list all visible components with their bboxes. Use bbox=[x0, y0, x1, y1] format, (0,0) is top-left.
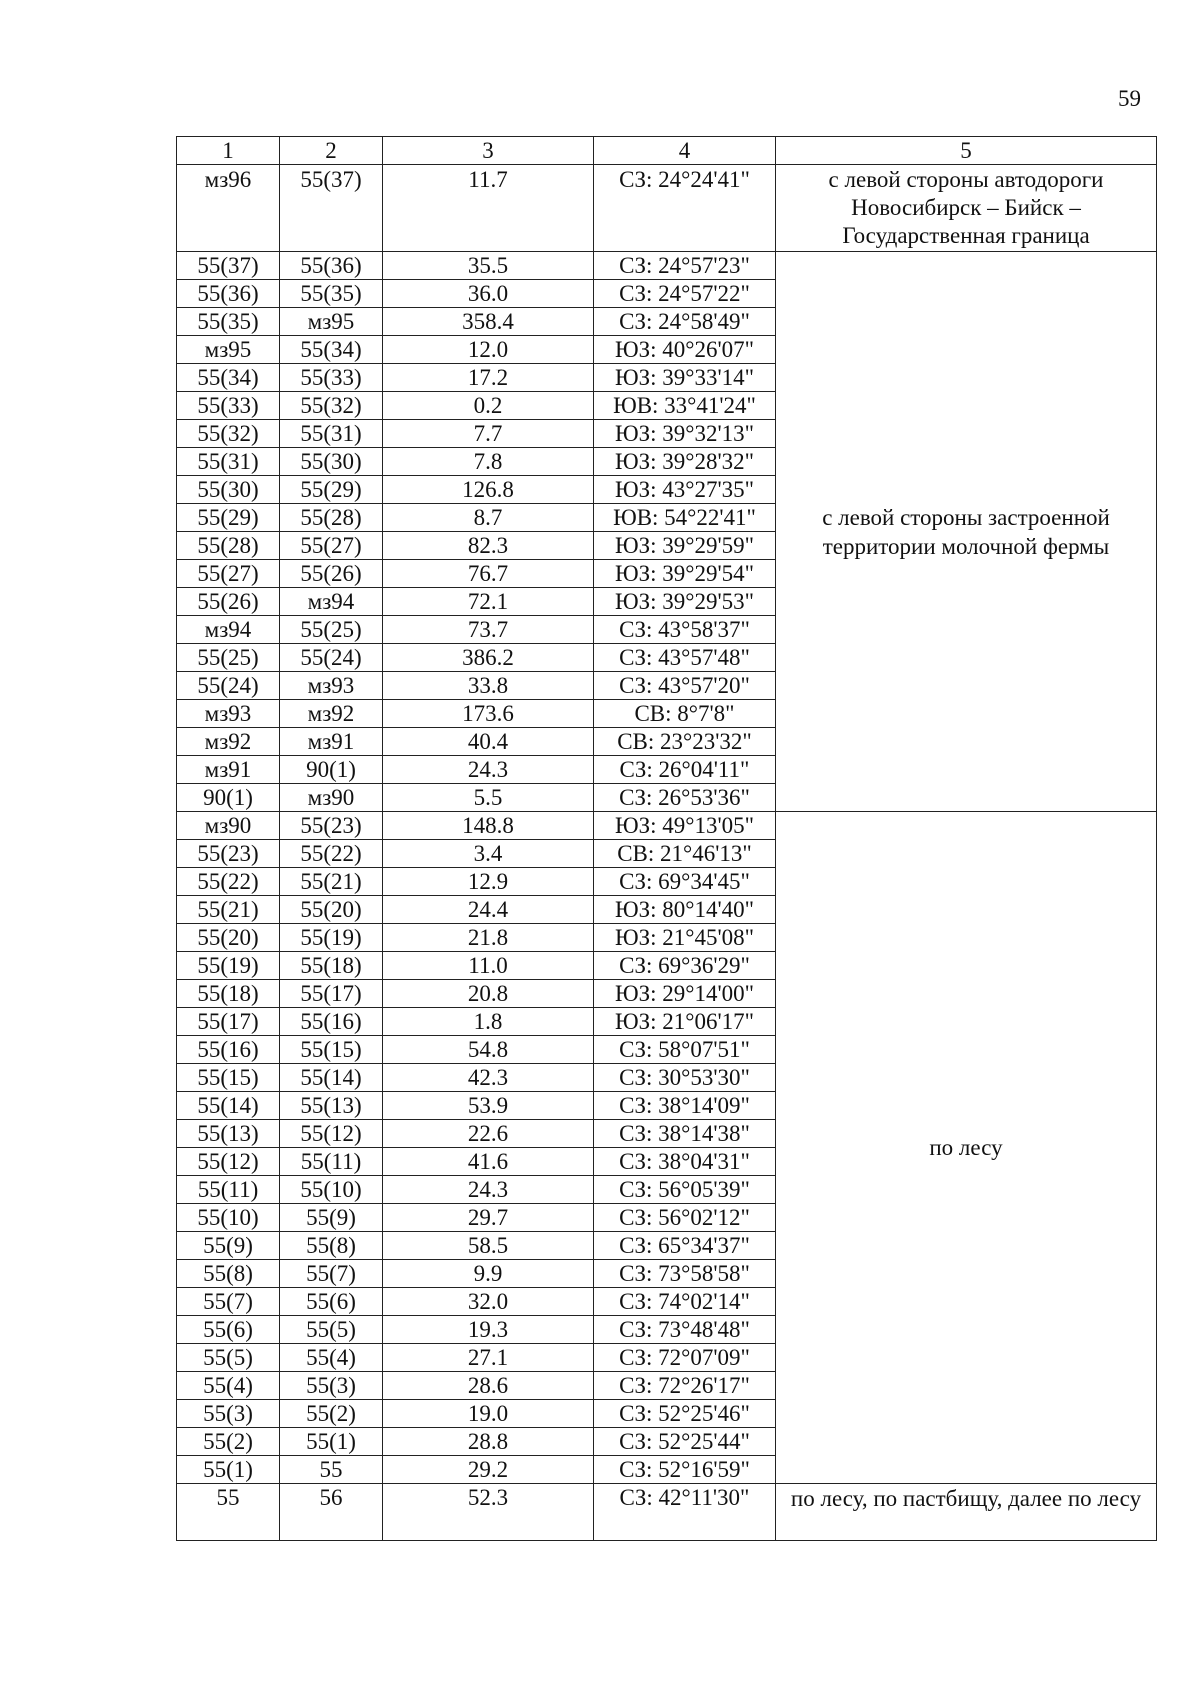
from-point-cell: мз90 bbox=[177, 812, 280, 840]
table-row bbox=[177, 165, 1157, 252]
bearing-cell: ЮЗ: 21°45'08" bbox=[594, 924, 776, 952]
to-point-cell: мз91 bbox=[280, 728, 383, 756]
distance-cell: 28.6 bbox=[383, 1372, 594, 1400]
to-point-cell: 55(16) bbox=[280, 1008, 383, 1036]
bearing-cell: СЗ: 38°04'31" bbox=[594, 1148, 776, 1176]
to-point-cell: 55(37) bbox=[280, 165, 383, 252]
to-point-cell: 55(2) bbox=[280, 1400, 383, 1428]
bearing-cell: СЗ: 38°14'38" bbox=[594, 1120, 776, 1148]
to-point-cell: 55(30) bbox=[280, 448, 383, 476]
bearing-cell: СЗ: 74°02'14" bbox=[594, 1288, 776, 1316]
to-point-cell: 55(1) bbox=[280, 1428, 383, 1456]
bearing-cell: СВ: 23°23'32" bbox=[594, 728, 776, 756]
to-point-cell: 55(23) bbox=[280, 812, 383, 840]
distance-cell: 8.7 bbox=[383, 504, 594, 532]
distance-cell: 24.3 bbox=[383, 1176, 594, 1204]
to-point-cell: 55(27) bbox=[280, 532, 383, 560]
distance-cell: 29.7 bbox=[383, 1204, 594, 1232]
to-point-cell: 55(14) bbox=[280, 1064, 383, 1092]
from-point-cell: 55(18) bbox=[177, 980, 280, 1008]
description-cell: с левой стороны застроенной территории молочной фермы bbox=[776, 252, 1157, 812]
distance-cell: 12.0 bbox=[383, 336, 594, 364]
boundary-table bbox=[176, 136, 1157, 1541]
header-cell: 4 bbox=[594, 137, 776, 165]
from-point-cell: 55(6) bbox=[177, 1316, 280, 1344]
from-point-cell: 55(1) bbox=[177, 1456, 280, 1484]
bearing-cell: ЮЗ: 40°26'07" bbox=[594, 336, 776, 364]
bearing-cell: СВ: 21°46'13" bbox=[594, 840, 776, 868]
bearing-cell: СЗ: 52°25'46" bbox=[594, 1400, 776, 1428]
bearing-cell: ЮЗ: 29°14'00" bbox=[594, 980, 776, 1008]
description-cell: с левой стороны автодороги Новосибирск – Бийск – Государственная граница bbox=[776, 165, 1157, 252]
from-point-cell: 55(4) bbox=[177, 1372, 280, 1400]
to-point-cell: мз94 bbox=[280, 588, 383, 616]
distance-cell: 24.4 bbox=[383, 896, 594, 924]
table-body bbox=[177, 137, 1157, 1541]
from-point-cell: мз94 bbox=[177, 616, 280, 644]
from-point-cell: 55(25) bbox=[177, 644, 280, 672]
page-number: 59 bbox=[1118, 86, 1141, 111]
distance-cell: 36.0 bbox=[383, 280, 594, 308]
to-point-cell: 55(8) bbox=[280, 1232, 383, 1260]
to-point-cell: 55(28) bbox=[280, 504, 383, 532]
from-point-cell: мз92 bbox=[177, 728, 280, 756]
bearing-cell: СЗ: 72°07'09" bbox=[594, 1344, 776, 1372]
from-point-cell: 55(16) bbox=[177, 1036, 280, 1064]
to-point-cell: 55(34) bbox=[280, 336, 383, 364]
distance-cell: 9.9 bbox=[383, 1260, 594, 1288]
distance-cell: 11.0 bbox=[383, 952, 594, 980]
from-point-cell: 55(27) bbox=[177, 560, 280, 588]
bearing-cell: СЗ: 42°11'30" bbox=[594, 1484, 776, 1541]
bearing-cell: СЗ: 58°07'51" bbox=[594, 1036, 776, 1064]
from-point-cell: 55(17) bbox=[177, 1008, 280, 1036]
distance-cell: 1.8 bbox=[383, 1008, 594, 1036]
to-point-cell: 55(5) bbox=[280, 1316, 383, 1344]
header-cell: 2 bbox=[280, 137, 383, 165]
header-cell: 5 bbox=[776, 137, 1157, 165]
bearing-cell: СЗ: 52°25'44" bbox=[594, 1428, 776, 1456]
description-cell: по лесу bbox=[776, 812, 1157, 1484]
distance-cell: 11.7 bbox=[383, 165, 594, 252]
distance-cell: 20.8 bbox=[383, 980, 594, 1008]
from-point-cell: 55(34) bbox=[177, 364, 280, 392]
bearing-cell: СВ: 8°7'8" bbox=[594, 700, 776, 728]
bearing-cell: СЗ: 24°24'41" bbox=[594, 165, 776, 252]
to-point-cell: 55(11) bbox=[280, 1148, 383, 1176]
to-point-cell: 55(13) bbox=[280, 1092, 383, 1120]
distance-cell: 42.3 bbox=[383, 1064, 594, 1092]
from-point-cell: 55(24) bbox=[177, 672, 280, 700]
bearing-cell: ЮЗ: 21°06'17" bbox=[594, 1008, 776, 1036]
to-point-cell: мз95 bbox=[280, 308, 383, 336]
to-point-cell: 55(25) bbox=[280, 616, 383, 644]
from-point-cell: 55(20) bbox=[177, 924, 280, 952]
bearing-cell: СЗ: 24°57'23" bbox=[594, 252, 776, 280]
bearing-cell: ЮЗ: 49°13'05" bbox=[594, 812, 776, 840]
from-point-cell: 55(7) bbox=[177, 1288, 280, 1316]
from-point-cell: мз95 bbox=[177, 336, 280, 364]
bearing-cell: ЮЗ: 39°28'32" bbox=[594, 448, 776, 476]
bearing-cell: СЗ: 56°02'12" bbox=[594, 1204, 776, 1232]
from-point-cell: мз93 bbox=[177, 700, 280, 728]
bearing-cell: СЗ: 69°36'29" bbox=[594, 952, 776, 980]
distance-cell: 52.3 bbox=[383, 1484, 594, 1541]
to-point-cell: 55(19) bbox=[280, 924, 383, 952]
to-point-cell: мз92 bbox=[280, 700, 383, 728]
from-point-cell: 55(26) bbox=[177, 588, 280, 616]
bearing-cell: СЗ: 43°58'37" bbox=[594, 616, 776, 644]
distance-cell: 72.1 bbox=[383, 588, 594, 616]
from-point-cell: 55(32) bbox=[177, 420, 280, 448]
to-point-cell: 55(9) bbox=[280, 1204, 383, 1232]
distance-cell: 148.8 bbox=[383, 812, 594, 840]
distance-cell: 7.7 bbox=[383, 420, 594, 448]
to-point-cell: 55(32) bbox=[280, 392, 383, 420]
from-point-cell: 55(10) bbox=[177, 1204, 280, 1232]
bearing-cell: ЮВ: 33°41'24" bbox=[594, 392, 776, 420]
from-point-cell: 55(11) bbox=[177, 1176, 280, 1204]
bearing-cell: СЗ: 43°57'20" bbox=[594, 672, 776, 700]
table-header-row bbox=[177, 137, 1157, 165]
from-point-cell: 55(5) bbox=[177, 1344, 280, 1372]
bearing-cell: ЮЗ: 80°14'40" bbox=[594, 896, 776, 924]
distance-cell: 82.3 bbox=[383, 532, 594, 560]
from-point-cell: 55(31) bbox=[177, 448, 280, 476]
from-point-cell: 55(3) bbox=[177, 1400, 280, 1428]
from-point-cell: 55(33) bbox=[177, 392, 280, 420]
to-point-cell: 90(1) bbox=[280, 756, 383, 784]
distance-cell: 12.9 bbox=[383, 868, 594, 896]
bearing-cell: ЮЗ: 43°27'35" bbox=[594, 476, 776, 504]
from-point-cell: 55(21) bbox=[177, 896, 280, 924]
distance-cell: 21.8 bbox=[383, 924, 594, 952]
from-point-cell: 55(9) bbox=[177, 1232, 280, 1260]
to-point-cell: мз93 bbox=[280, 672, 383, 700]
from-point-cell: 55(12) bbox=[177, 1148, 280, 1176]
distance-cell: 24.3 bbox=[383, 756, 594, 784]
from-point-cell: 55(23) bbox=[177, 840, 280, 868]
bearing-cell: СЗ: 69°34'45" bbox=[594, 868, 776, 896]
distance-cell: 27.1 bbox=[383, 1344, 594, 1372]
from-point-cell: 55(13) bbox=[177, 1120, 280, 1148]
to-point-cell: 55(22) bbox=[280, 840, 383, 868]
bearing-cell: ЮЗ: 39°29'59" bbox=[594, 532, 776, 560]
distance-cell: 126.8 bbox=[383, 476, 594, 504]
bearing-cell: СЗ: 26°53'36" bbox=[594, 784, 776, 812]
from-point-cell: мз96 bbox=[177, 165, 280, 252]
from-point-cell: 55(36) bbox=[177, 280, 280, 308]
table-row bbox=[177, 812, 1157, 840]
header-cell: 3 bbox=[383, 137, 594, 165]
distance-cell: 73.7 bbox=[383, 616, 594, 644]
bearing-cell: СЗ: 52°16'59" bbox=[594, 1456, 776, 1484]
distance-cell: 173.6 bbox=[383, 700, 594, 728]
bearing-cell: ЮЗ: 39°33'14" bbox=[594, 364, 776, 392]
to-point-cell: 55(35) bbox=[280, 280, 383, 308]
to-point-cell: 55(21) bbox=[280, 868, 383, 896]
to-point-cell: 55(6) bbox=[280, 1288, 383, 1316]
from-point-cell: 55(8) bbox=[177, 1260, 280, 1288]
from-point-cell: 55(2) bbox=[177, 1428, 280, 1456]
distance-cell: 29.2 bbox=[383, 1456, 594, 1484]
bearing-cell: СЗ: 26°04'11" bbox=[594, 756, 776, 784]
from-point-cell: 55(19) bbox=[177, 952, 280, 980]
distance-cell: 33.8 bbox=[383, 672, 594, 700]
bearing-cell: СЗ: 24°58'49" bbox=[594, 308, 776, 336]
to-point-cell: 56 bbox=[280, 1484, 383, 1541]
from-point-cell: 90(1) bbox=[177, 784, 280, 812]
to-point-cell: мз90 bbox=[280, 784, 383, 812]
to-point-cell: 55(12) bbox=[280, 1120, 383, 1148]
distance-cell: 58.5 bbox=[383, 1232, 594, 1260]
table-row bbox=[177, 1484, 1157, 1541]
distance-cell: 40.4 bbox=[383, 728, 594, 756]
bearing-cell: ЮЗ: 39°29'54" bbox=[594, 560, 776, 588]
to-point-cell: 55(3) bbox=[280, 1372, 383, 1400]
bearing-cell: ЮЗ: 39°29'53" bbox=[594, 588, 776, 616]
from-point-cell: 55(15) bbox=[177, 1064, 280, 1092]
distance-cell: 17.2 bbox=[383, 364, 594, 392]
to-point-cell: 55(10) bbox=[280, 1176, 383, 1204]
from-point-cell: 55(28) bbox=[177, 532, 280, 560]
from-point-cell: 55(35) bbox=[177, 308, 280, 336]
to-point-cell: 55(31) bbox=[280, 420, 383, 448]
distance-cell: 54.8 bbox=[383, 1036, 594, 1064]
to-point-cell: 55(24) bbox=[280, 644, 383, 672]
bearing-cell: СЗ: 72°26'17" bbox=[594, 1372, 776, 1400]
distance-cell: 53.9 bbox=[383, 1092, 594, 1120]
distance-cell: 19.0 bbox=[383, 1400, 594, 1428]
distance-cell: 28.8 bbox=[383, 1428, 594, 1456]
from-point-cell: 55(37) bbox=[177, 252, 280, 280]
bearing-cell: СЗ: 24°57'22" bbox=[594, 280, 776, 308]
distance-cell: 358.4 bbox=[383, 308, 594, 336]
to-point-cell: 55(4) bbox=[280, 1344, 383, 1372]
to-point-cell: 55(26) bbox=[280, 560, 383, 588]
distance-cell: 19.3 bbox=[383, 1316, 594, 1344]
to-point-cell: 55(17) bbox=[280, 980, 383, 1008]
distance-cell: 35.5 bbox=[383, 252, 594, 280]
from-point-cell: 55(30) bbox=[177, 476, 280, 504]
bearing-cell: СЗ: 30°53'30" bbox=[594, 1064, 776, 1092]
distance-cell: 0.2 bbox=[383, 392, 594, 420]
bearing-cell: СЗ: 38°14'09" bbox=[594, 1092, 776, 1120]
distance-cell: 76.7 bbox=[383, 560, 594, 588]
distance-cell: 5.5 bbox=[383, 784, 594, 812]
to-point-cell: 55(36) bbox=[280, 252, 383, 280]
header-cell: 1 bbox=[177, 137, 280, 165]
table-row bbox=[177, 252, 1157, 280]
to-point-cell: 55(15) bbox=[280, 1036, 383, 1064]
to-point-cell: 55(18) bbox=[280, 952, 383, 980]
distance-cell: 386.2 bbox=[383, 644, 594, 672]
to-point-cell: 55(29) bbox=[280, 476, 383, 504]
bearing-cell: ЮВ: 54°22'41" bbox=[594, 504, 776, 532]
bearing-cell: СЗ: 73°58'58" bbox=[594, 1260, 776, 1288]
to-point-cell: 55(7) bbox=[280, 1260, 383, 1288]
from-point-cell: 55(14) bbox=[177, 1092, 280, 1120]
from-point-cell: 55 bbox=[177, 1484, 280, 1541]
distance-cell: 32.0 bbox=[383, 1288, 594, 1316]
bearing-cell: СЗ: 43°57'48" bbox=[594, 644, 776, 672]
bearing-cell: СЗ: 73°48'48" bbox=[594, 1316, 776, 1344]
distance-cell: 7.8 bbox=[383, 448, 594, 476]
description-cell: по лесу, по пастбищу, далее по лесу bbox=[776, 1484, 1157, 1541]
bearing-cell: СЗ: 56°05'39" bbox=[594, 1176, 776, 1204]
bearing-cell: СЗ: 65°34'37" bbox=[594, 1232, 776, 1260]
distance-cell: 22.6 bbox=[383, 1120, 594, 1148]
from-point-cell: 55(22) bbox=[177, 868, 280, 896]
bearing-cell: ЮЗ: 39°32'13" bbox=[594, 420, 776, 448]
from-point-cell: мз91 bbox=[177, 756, 280, 784]
from-point-cell: 55(29) bbox=[177, 504, 280, 532]
to-point-cell: 55 bbox=[280, 1456, 383, 1484]
distance-cell: 41.6 bbox=[383, 1148, 594, 1176]
distance-cell: 3.4 bbox=[383, 840, 594, 868]
to-point-cell: 55(33) bbox=[280, 364, 383, 392]
to-point-cell: 55(20) bbox=[280, 896, 383, 924]
